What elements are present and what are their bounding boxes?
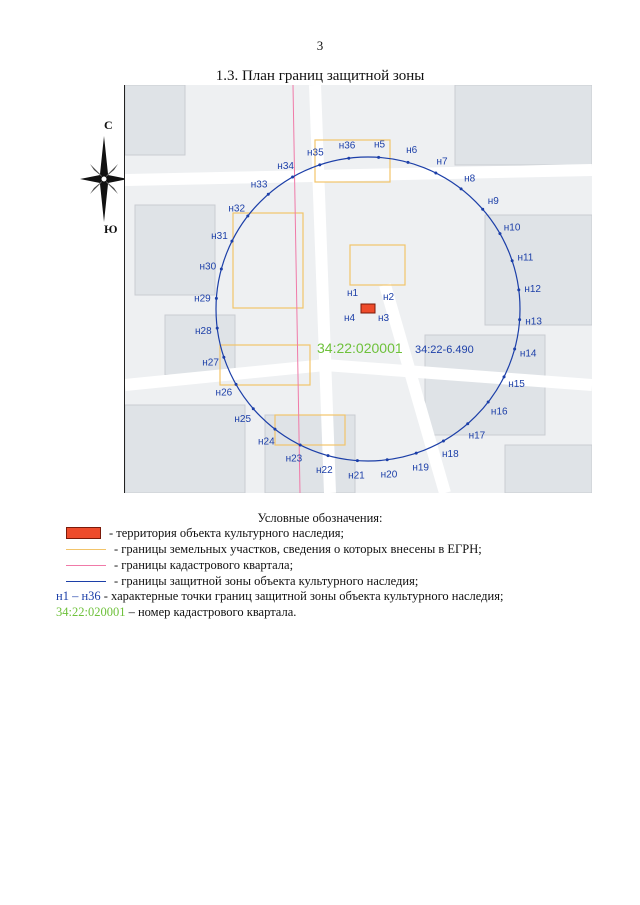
boundary-point-marker [273,428,276,431]
boundary-point-label: н9 [487,196,499,208]
boundary-point-marker [466,422,469,425]
boundary-point-label: н20 [380,469,398,481]
boundary-point-label: н12 [524,284,542,296]
compass-north-label: С [104,118,113,132]
boundary-point-marker [498,232,501,235]
boundary-point-marker [513,347,516,350]
boundary-point-label: н8 [464,173,476,185]
boundary-point-marker [216,327,219,330]
boundary-point-marker [220,268,223,271]
legend-item-parcels: - границы земельных участков, сведения о которых внесены в ЕГРН; [66,540,482,556]
boundary-point-marker [481,208,484,211]
boundary-point-marker [518,318,521,321]
parcel-line-icon [66,549,106,550]
legend-title: Условные обозначения: [257,511,383,525]
boundary-point-label: н6 [406,144,418,156]
compass-south-label: Ю [104,222,118,236]
boundary-point-label: н13 [525,316,542,328]
quarter-line-icon [66,565,106,566]
boundary-point-label: н26 [215,387,233,399]
boundary-point-marker [246,214,249,217]
boundary-point-label: н21 [348,470,365,482]
boundary-point-label: н33 [250,179,268,191]
legend-item-points: н1 – н36 - характерные точки границ защитной зоны объекта культурного наследия; [56,589,504,603]
boundary-point-marker [517,288,520,291]
boundary-point-marker [460,187,463,190]
boundary-point-marker [415,452,418,455]
boundary-point-marker [377,156,380,159]
boundary-point-marker [442,439,445,442]
boundary-point-label: н16 [490,406,508,418]
boundary-point-label: н34 [277,160,294,172]
object-swatch-icon [66,527,101,539]
zone-line-icon [66,581,106,582]
legend-item-quarter-number: 34:22:020001 – номер кадастрового квартала. [56,605,297,619]
object-point-label: н3 [378,313,390,324]
boundary-point-marker [318,163,321,166]
heritage-object-territory [361,304,375,313]
boundary-point-label: н35 [306,147,324,159]
legend-item-zone: - границы защитной зоны объекта культурного наследия; [66,572,418,588]
boundary-point-marker [222,356,225,359]
boundary-point-label: н24 [258,436,275,448]
boundary-point-label: н11 [517,252,534,264]
boundary-point-label: н29 [194,293,211,305]
page-title: 1.3. План границ защитной зоны [215,68,425,84]
boundary-point-label: н7 [436,156,448,168]
boundary-point-label: н17 [468,430,486,442]
boundary-point-label: н23 [285,453,303,465]
boundary-point-marker [299,444,302,447]
object-point-label: н4 [344,313,356,324]
boundary-point-label: н22 [316,465,333,477]
boundary-point-marker [230,240,233,243]
boundary-point-label: н14 [519,348,537,360]
boundary-point-marker [487,401,490,404]
boundary-point-label: н25 [234,413,252,425]
boundary-point-marker [434,171,437,174]
boundary-point-marker [406,161,409,164]
boundary-point-label: н15 [508,379,525,391]
boundary-point-marker [267,193,270,196]
boundary-point-marker [503,375,506,378]
boundary-point-marker [386,458,389,461]
legend-item-quarter: - границы кадастрового квартала; [66,556,293,572]
compass-rose [78,118,130,248]
map-svg [125,85,592,493]
boundary-point-label: н27 [202,357,219,369]
boundary-point-marker [356,459,359,462]
boundary-point-marker [291,176,294,179]
map-background [125,85,592,493]
compass-star-icon [78,134,130,224]
page-number: 3 [316,38,324,53]
boundary-point-label: н5 [374,139,386,151]
boundary-point-label: н30 [199,261,217,273]
object-point-label: н1 [347,288,359,299]
boundary-point-marker [327,454,330,457]
boundary-point-label: н10 [503,222,521,234]
boundary-point-label: н31 [211,230,228,242]
boundary-point-marker [511,259,514,262]
protective-zone-map [125,85,592,493]
boundary-point-label: н28 [194,325,212,337]
quarter-number-label: 34:22:020001 [317,340,403,356]
boundary-point-marker [235,383,238,386]
boundary-point-marker [347,157,350,160]
boundary-point-label: н36 [338,140,356,152]
boundary-point-marker [252,407,255,410]
legend-item-object: - территория объекта культурного наследия; [66,524,344,540]
boundary-point-label: н19 [412,462,430,474]
parcel-number-label: 34:22-6.490 [415,344,474,356]
boundary-point-label: н32 [228,203,246,215]
boundary-point-marker [215,297,218,300]
boundary-point-label: н18 [442,449,459,461]
object-point-label: н2 [383,292,395,303]
parcel-boundaries [220,140,405,448]
